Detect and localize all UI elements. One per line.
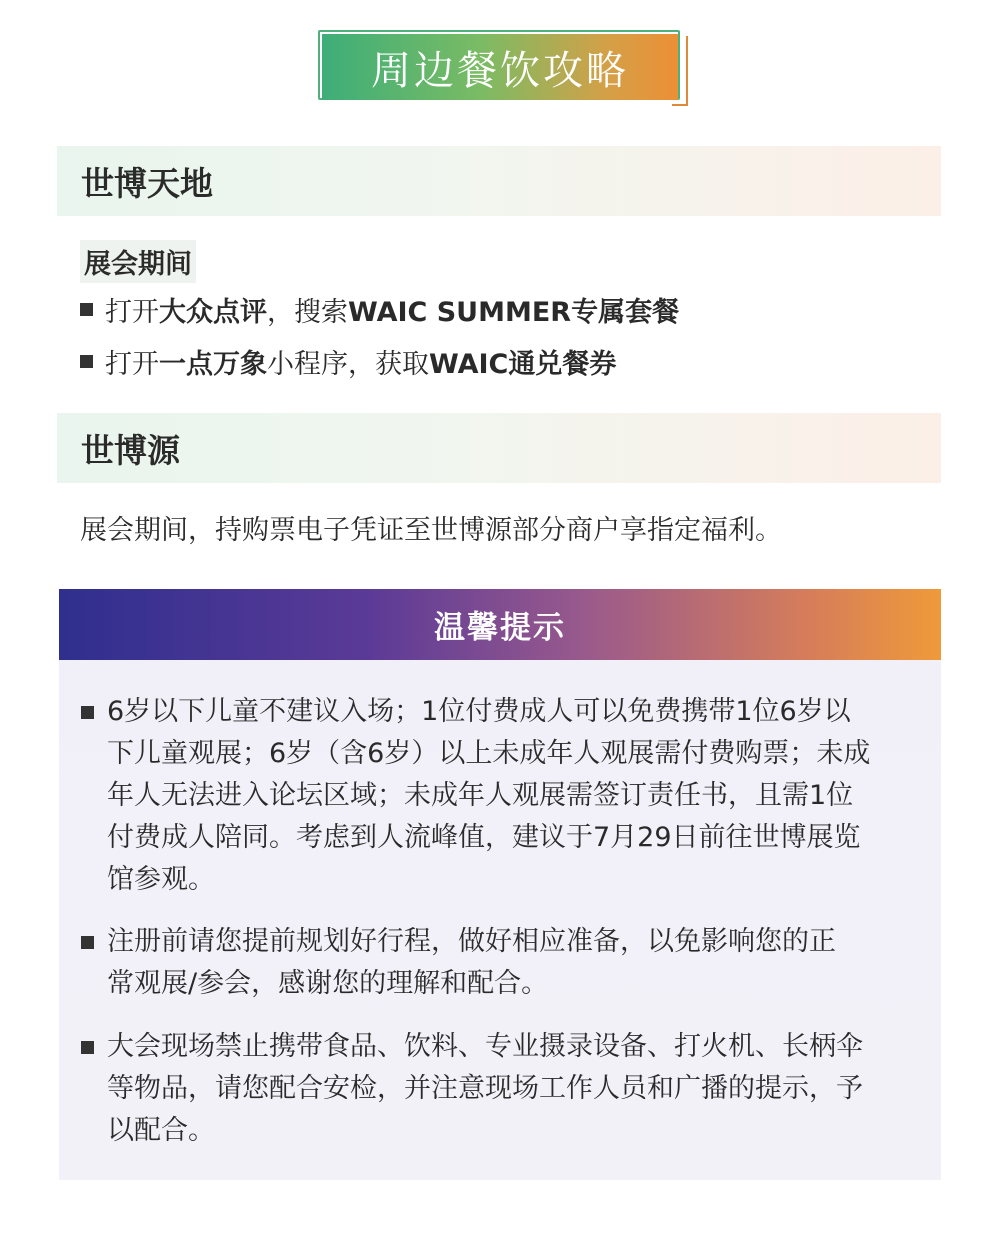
item-text: 打开 xyxy=(105,297,159,328)
tip-item xyxy=(81,921,921,1005)
item-text: 小程序，获取 xyxy=(267,349,429,380)
tips-header xyxy=(59,589,941,660)
item-text: ，搜索 xyxy=(267,297,348,328)
banner-box xyxy=(322,34,678,100)
item-text-bold: WAIC通兑餐券 xyxy=(429,349,617,380)
bullet-square-icon xyxy=(80,303,93,316)
tip-line: 馆参观。 xyxy=(107,864,215,895)
tip-line: 大会现场禁止携带食品、饮料、专业摄录设备、打火机、长柄伞 xyxy=(107,1031,863,1062)
section-text: 展会期间，持购票电子凭证至世博源部分商户享指定福利。 xyxy=(80,515,782,546)
tip-text xyxy=(107,1026,921,1152)
bullet-square-icon xyxy=(80,355,93,368)
tip-line: 注册前请您提前规划好行程，做好相应准备，以免影响您的正 xyxy=(107,926,836,957)
section-title: 世博源 xyxy=(81,430,180,470)
list-item xyxy=(80,342,616,381)
tip-line: 常观展/参会，感谢您的理解和配合。 xyxy=(107,968,549,999)
period-label: 展会期间 xyxy=(80,240,196,283)
tip-item xyxy=(81,1026,921,1152)
bullet-square-icon xyxy=(81,706,94,719)
tip-line: 付费成人陪同。考虑到人流峰值，建议于7月29日前往世博展览 xyxy=(107,822,861,853)
tip-line: 以配合。 xyxy=(107,1115,215,1146)
item-text-bold: 一点万象 xyxy=(159,349,267,380)
title-banner xyxy=(318,30,682,102)
tip-line: 年人无法进入论坛区域；未成年人观展需签订责任书，且需1位 xyxy=(107,780,854,811)
section-header-shibo-tiandi xyxy=(57,146,941,216)
list-item xyxy=(80,290,679,329)
bullet-square-icon xyxy=(81,1041,94,1054)
item-text-bold: 大众点评 xyxy=(159,297,267,328)
tips-body xyxy=(59,660,941,1180)
section-title: 世博天地 xyxy=(81,163,213,203)
item-text: 打开 xyxy=(105,349,159,380)
tip-line: 下儿童观展；6岁（含6岁）以上未成年人观展需付费购票；未成 xyxy=(107,738,871,769)
section-header-shibo-yuan xyxy=(57,413,941,483)
tip-item xyxy=(81,691,921,901)
bullet-square-icon xyxy=(81,936,94,949)
tips-title: 温馨提示 xyxy=(434,610,566,646)
page-title: 周边餐饮攻略 xyxy=(371,47,629,94)
tip-line: 6岁以下儿童不建议入场；1位付费成人可以免费携带1位6岁以 xyxy=(107,696,851,727)
tip-line: 等物品，请您配合安检，并注意现场工作人员和广播的提示，予 xyxy=(107,1073,863,1104)
item-text-bold: WAIC SUMMER专属套餐 xyxy=(348,297,680,328)
tip-text xyxy=(107,691,921,901)
tip-text xyxy=(107,921,921,1005)
